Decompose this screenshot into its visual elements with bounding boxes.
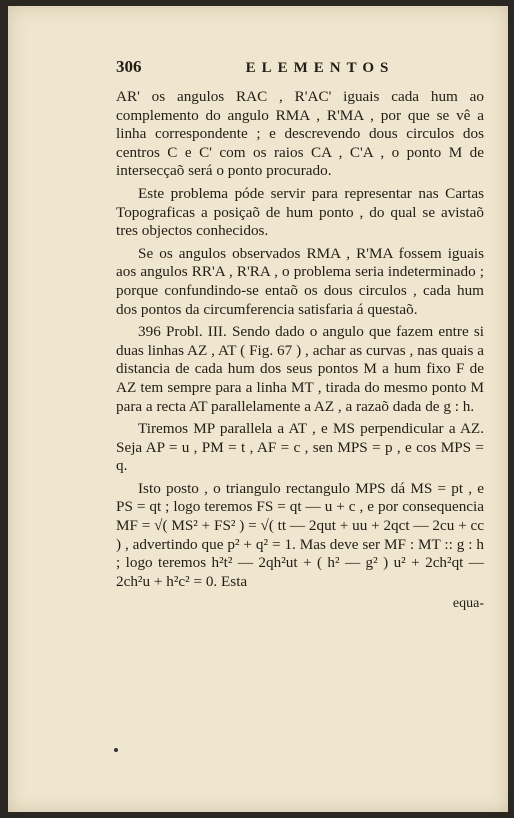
running-head: ELEMENTOS	[245, 60, 395, 76]
paragraph-6: Isto posto , o triangulo rectangulo MPS dá MS = pt , e PS = qt ; logo teremos FS = qt — u + c , e por consequencia MF = √( MS² + FS² ) = √( tt — 2qut + uu + 2qct — 2cu + cc ) , advertindo que p² + q² = 1. Mas deve ser MF : MT :: g : h ; logo teremos h²t² — 2qh²ut + ( h² — g² ) u² + 2ch²qt — 2ch²u + h²c² = 0. Esta	[116, 479, 484, 590]
paragraph-1: AR' os angulos RAC , R'AC' iguais cada hum ao complemento do angulo RMA , R'MA , por que se vê a linha correspondente ; e descrevendo dous circulos dos centros C e C' com os raios CA , C'A , o ponto M de intersecçaõ será o ponto procurado.	[116, 88, 484, 180]
page-header	[116, 58, 484, 82]
paragraph-3: Se os angulos observados RMA , R'MA fossem iguais aos angulos RR'A , R'RA , o problema seria indeterminado ; porque confundindo-se entaõ os dous circulos , cada hum dos pontos da circumferencia satisfaria á questaõ.	[116, 244, 484, 318]
ink-dot	[114, 748, 118, 752]
paragraph-5: Tiremos MP parallela a AT , e MS perpendicular a AZ. Seja AP = u , PM = t , AF = c , sen MPS = p , e cos MPS = q.	[116, 420, 484, 475]
problem-statement: 396 Probl. III. Sendo dado o angulo que fazem entre si duas linhas AZ , AT ( Fig. 67 ) , achar as curvas , nas quais a distancia de cada hum dos seus pontos M a hum fixo F de AZ tem sempre para a linha MT , tirada do mesmo ponto M para a recta AT parallelamente a AZ , a razaõ dada de g : h.	[116, 323, 484, 415]
paragraph-2: Este problema póde servir para representar nas Cartas Topograficas a posiçaõ de hum ponto , do qual se avistaõ tres objectos conhecidos.	[116, 184, 484, 240]
page-number: 306	[116, 57, 142, 76]
page-content	[116, 58, 484, 618]
book-page	[8, 6, 508, 812]
catchword: equa-	[452, 596, 484, 612]
